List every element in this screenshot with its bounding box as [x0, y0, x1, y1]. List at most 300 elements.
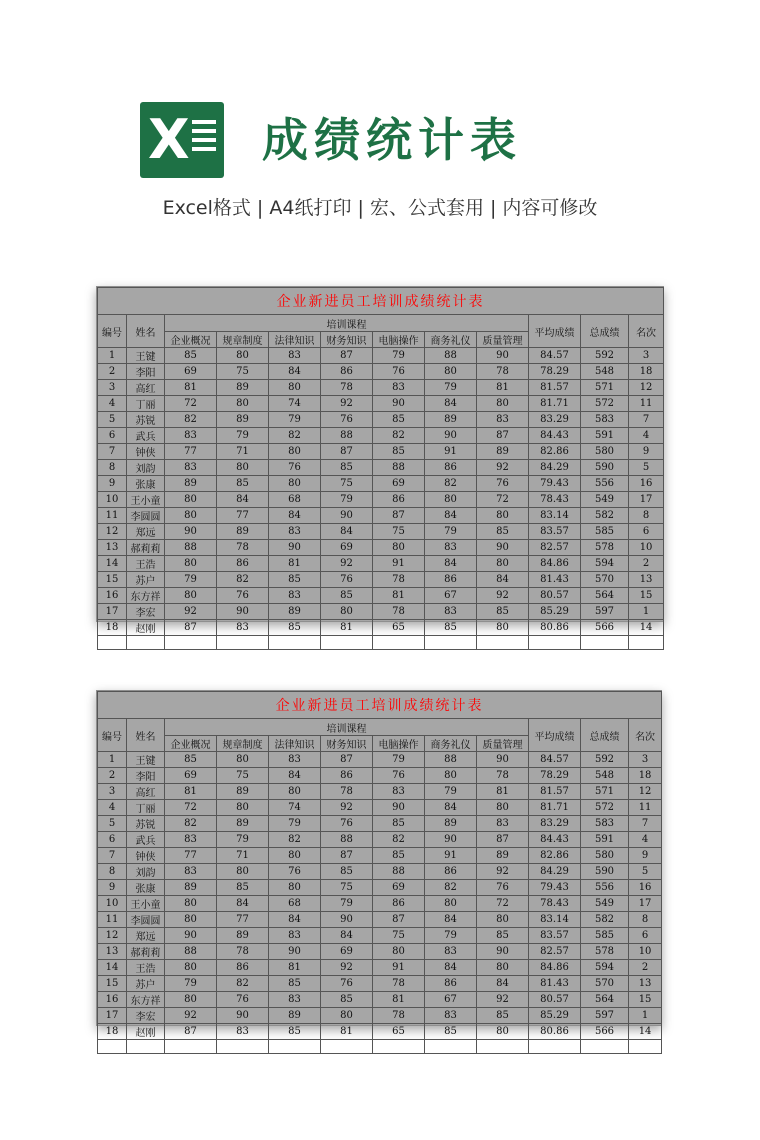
table-cell: 556	[581, 880, 629, 896]
table-cell: 12	[98, 524, 127, 540]
table-cell: 78	[373, 604, 425, 620]
table-body	[98, 752, 662, 1054]
table-row	[98, 364, 664, 380]
table-cell: 82.86	[529, 848, 581, 864]
table-cell: 75	[217, 364, 269, 380]
table-cell: 83.57	[529, 524, 581, 540]
table-cell: 苏户	[127, 976, 165, 992]
table-cell: 72	[477, 896, 529, 912]
table-cell: 李宏	[127, 604, 165, 620]
empty-cell	[373, 636, 425, 650]
table-cell: 6	[629, 928, 662, 944]
table-cell: 82.86	[529, 444, 581, 460]
table-cell: 80	[373, 540, 425, 556]
empty-cell	[477, 636, 529, 650]
table-cell: 84	[269, 768, 321, 784]
table-cell: 87	[165, 1024, 217, 1040]
table-cell: 79	[165, 976, 217, 992]
table-cell: 80	[477, 396, 529, 412]
table-row	[98, 572, 664, 588]
table-cell: 86	[217, 556, 269, 572]
table-cell: 80	[425, 492, 477, 508]
table-cell: 88	[425, 348, 477, 364]
header-rank: 名次	[629, 719, 662, 752]
table-cell: 76	[321, 976, 373, 992]
table-cell: 86	[425, 572, 477, 588]
table-cell: 7	[629, 412, 664, 428]
empty-cell	[529, 636, 581, 650]
table-row	[98, 880, 662, 896]
table-cell: 84	[321, 524, 373, 540]
table-cell: 90	[425, 428, 477, 444]
table-cell: 76	[217, 992, 269, 1008]
table-cell: 80.86	[529, 620, 581, 636]
table-cell: 4	[629, 832, 662, 848]
table-cell: 钟侠	[127, 848, 165, 864]
table-cell: 80	[269, 476, 321, 492]
table-cell: 65	[373, 620, 425, 636]
table-cell: 88	[425, 752, 477, 768]
table-cell: 2	[98, 768, 127, 784]
header-total: 总成绩	[581, 315, 629, 348]
table-cell: 585	[581, 524, 629, 540]
header-course: 质量管理	[477, 332, 529, 348]
empty-cell	[165, 636, 217, 650]
table-cell: 81.57	[529, 784, 581, 800]
table-cell: 92	[321, 800, 373, 816]
table-cell: 郑远	[127, 928, 165, 944]
table-cell: 90	[477, 348, 529, 364]
table-cell: 556	[581, 476, 629, 492]
table-cell: 赵刚	[127, 1024, 165, 1040]
table-cell: 81	[165, 784, 217, 800]
table-cell: 92	[321, 396, 373, 412]
table-cell: 592	[581, 348, 629, 364]
table-cell: 84	[477, 572, 529, 588]
table-cell: 90	[373, 396, 425, 412]
table-cell: 572	[581, 800, 629, 816]
table-row	[98, 588, 664, 604]
table-cell: 84	[217, 492, 269, 508]
table-cell: 548	[581, 364, 629, 380]
empty-cell	[321, 1040, 373, 1054]
table-row	[98, 800, 662, 816]
table-cell: 郑远	[127, 524, 165, 540]
table-row	[98, 960, 662, 976]
table-cell: 582	[581, 508, 629, 524]
table-cell: 81.57	[529, 380, 581, 396]
table-cell: 84.29	[529, 460, 581, 476]
table-cell: 86	[217, 960, 269, 976]
table-cell: 81.71	[529, 800, 581, 816]
header	[0, 0, 760, 260]
table-cell: 李阳	[127, 768, 165, 784]
table-cell: 10	[98, 492, 127, 508]
table-cell: 7	[629, 816, 662, 832]
table-cell: 80	[217, 460, 269, 476]
header-training: 培训课程	[165, 719, 529, 736]
table-cell: 549	[581, 896, 629, 912]
table-cell: 71	[217, 444, 269, 460]
table-cell: 85	[321, 588, 373, 604]
table-cell: 82	[373, 832, 425, 848]
empty-cell	[581, 1040, 629, 1054]
table-cell: 76	[321, 572, 373, 588]
table-cell: 92	[477, 864, 529, 880]
header-course: 质量管理	[477, 736, 529, 752]
table-cell: 80	[425, 768, 477, 784]
header-course: 财务知识	[321, 332, 373, 348]
table-cell: 572	[581, 396, 629, 412]
table-cell: 87	[321, 444, 373, 460]
table-cell: 585	[581, 928, 629, 944]
table-cell: 597	[581, 1008, 629, 1024]
table-cell: 80	[269, 880, 321, 896]
table-cell: 83	[477, 412, 529, 428]
table-cell: 83	[269, 588, 321, 604]
table-cell: 14	[98, 556, 127, 572]
table-cell: 548	[581, 768, 629, 784]
table-cell: 92	[165, 604, 217, 620]
table-cell: 88	[165, 540, 217, 556]
table-cell: 87	[321, 752, 373, 768]
empty-cell	[127, 636, 165, 650]
table-row	[98, 816, 662, 832]
header-no: 编号	[98, 719, 127, 752]
table-cell: 69	[165, 768, 217, 784]
table-cell: 83	[425, 1008, 477, 1024]
table-cell: 85	[373, 444, 425, 460]
table-cell: 84	[217, 896, 269, 912]
table-cell: 80	[477, 800, 529, 816]
table-cell: 594	[581, 960, 629, 976]
table-cell: 86	[425, 460, 477, 476]
table-row	[98, 412, 664, 428]
table-cell: 17	[98, 604, 127, 620]
table-cell: 80	[477, 620, 529, 636]
table-cell: 90	[425, 832, 477, 848]
table-cell: 79	[269, 412, 321, 428]
table-cell: 79	[425, 784, 477, 800]
table-cell: 88	[165, 944, 217, 960]
table-cell: 10	[629, 944, 662, 960]
table-cell: 92	[477, 460, 529, 476]
table-cell: 90	[477, 540, 529, 556]
empty-row	[98, 636, 664, 650]
table-cell: 549	[581, 492, 629, 508]
table-cell: 83	[165, 460, 217, 476]
table-cell: 87	[477, 832, 529, 848]
table-cell: 王小童	[127, 896, 165, 912]
table-cell: 14	[629, 1024, 662, 1040]
table-cell: 592	[581, 752, 629, 768]
table-cell: 11	[98, 912, 127, 928]
table-cell: 87	[373, 508, 425, 524]
table-cell: 14	[629, 620, 664, 636]
table-cell: 583	[581, 412, 629, 428]
table-cell: 80.57	[529, 992, 581, 1008]
table-cell: 84	[269, 364, 321, 380]
table-cell: 武兵	[127, 832, 165, 848]
table-cell: 王小童	[127, 492, 165, 508]
table-cell: 8	[98, 460, 127, 476]
table-cell: 80	[217, 396, 269, 412]
table-cell: 4	[98, 800, 127, 816]
table-cell: 77	[165, 848, 217, 864]
table-cell: 王键	[127, 348, 165, 364]
table-cell: 80	[217, 800, 269, 816]
table-cell: 2	[98, 364, 127, 380]
table-cell: 83.29	[529, 816, 581, 832]
table-row	[98, 380, 664, 396]
table-cell: 18	[98, 1024, 127, 1040]
table-cell: 16	[98, 588, 127, 604]
table-cell: 78	[373, 1008, 425, 1024]
table-cell: 80	[165, 960, 217, 976]
table-row	[98, 976, 662, 992]
table-row	[98, 992, 662, 1008]
table-cell: 82	[269, 832, 321, 848]
header-no: 编号	[98, 315, 127, 348]
table-cell: 武兵	[127, 428, 165, 444]
table-cell: 79	[269, 816, 321, 832]
table-cell: 12	[629, 784, 662, 800]
table-cell: 3	[98, 784, 127, 800]
table-row	[98, 348, 664, 364]
table-cell: 91	[373, 556, 425, 572]
table-cell: 81	[269, 556, 321, 572]
table-cell: 10	[98, 896, 127, 912]
table-cell: 丁丽	[127, 396, 165, 412]
table-row	[98, 1008, 662, 1024]
table-cell: 591	[581, 428, 629, 444]
table-cell: 9	[98, 880, 127, 896]
table-cell: 78	[373, 976, 425, 992]
table-cell: 2	[629, 960, 662, 976]
table-cell: 80	[269, 380, 321, 396]
header-course: 财务知识	[321, 736, 373, 752]
table-cell: 82	[425, 880, 477, 896]
table-cell: 84	[425, 508, 477, 524]
table-cell: 80	[321, 1008, 373, 1024]
empty-cell	[269, 1040, 321, 1054]
table-cell: 578	[581, 944, 629, 960]
table-cell: 84	[269, 508, 321, 524]
table-cell: 76	[477, 880, 529, 896]
header-course: 电脑操作	[373, 736, 425, 752]
table-row	[98, 460, 664, 476]
table-cell: 85	[425, 1024, 477, 1040]
empty-cell	[529, 1040, 581, 1054]
table-cell: 84.43	[529, 428, 581, 444]
table-row	[98, 928, 662, 944]
table-cell: 钟侠	[127, 444, 165, 460]
table-cell: 79	[321, 492, 373, 508]
table-cell: 87	[477, 428, 529, 444]
table-cell: 90	[217, 604, 269, 620]
table-row	[98, 912, 662, 928]
table-cell: 10	[629, 540, 664, 556]
table-cell: 571	[581, 784, 629, 800]
table-cell: 13	[98, 944, 127, 960]
empty-cell	[581, 636, 629, 650]
table-cell: 李圆圆	[127, 508, 165, 524]
table-cell: 84	[425, 556, 477, 572]
table-cell: 王浩	[127, 556, 165, 572]
table-row	[98, 540, 664, 556]
table-cell: 11	[629, 800, 662, 816]
table-cell: 1	[98, 348, 127, 364]
table-cell: 李阳	[127, 364, 165, 380]
table-cell: 80	[165, 912, 217, 928]
table-cell: 83.14	[529, 508, 581, 524]
table-cell: 7	[98, 444, 127, 460]
table-cell: 75	[321, 880, 373, 896]
table-cell: 84	[425, 960, 477, 976]
table-cell: 13	[629, 976, 662, 992]
table-cell: 86	[373, 492, 425, 508]
empty-cell	[217, 636, 269, 650]
table-cell: 78.43	[529, 896, 581, 912]
table-cell: 86	[373, 896, 425, 912]
table-cell: 89	[165, 476, 217, 492]
score-table	[97, 287, 664, 650]
table-cell: 83.29	[529, 412, 581, 428]
table-cell: 8	[629, 508, 664, 524]
table-cell: 83	[425, 540, 477, 556]
header-course: 企业概况	[165, 736, 217, 752]
empty-cell	[217, 1040, 269, 1054]
table-cell: 83	[425, 944, 477, 960]
table-row	[98, 864, 662, 880]
table-cell: 90	[165, 524, 217, 540]
table-cell: 76	[321, 412, 373, 428]
table-cell: 80	[165, 992, 217, 1008]
table-cell: 81	[321, 620, 373, 636]
table-cell: 80	[165, 588, 217, 604]
table-cell: 79	[165, 572, 217, 588]
table-cell: 68	[269, 896, 321, 912]
table-cell: 83	[373, 380, 425, 396]
table-cell: 81.71	[529, 396, 581, 412]
table-cell: 89	[425, 816, 477, 832]
table-cell: 6	[98, 832, 127, 848]
table-cell: 85	[373, 848, 425, 864]
table-cell: 4	[629, 428, 664, 444]
table-cell: 85	[373, 412, 425, 428]
table-cell: 4	[98, 396, 127, 412]
header-name: 姓名	[127, 315, 165, 348]
table-cell: 郝莉莉	[127, 540, 165, 556]
table-cell: 81.43	[529, 572, 581, 588]
table-cell: 75	[373, 928, 425, 944]
table-cell: 72	[165, 800, 217, 816]
table-row	[98, 620, 664, 636]
table-cell: 87	[321, 348, 373, 364]
table-cell: 78.29	[529, 364, 581, 380]
page-subtitle: Excel格式 | A4纸打印 | 宏、公式套用 | 内容可修改	[162, 197, 598, 219]
table-row	[98, 508, 664, 524]
table-cell: 90	[321, 912, 373, 928]
table-cell: 85	[269, 1024, 321, 1040]
table-cell: 76	[269, 864, 321, 880]
table-cell: 76	[269, 460, 321, 476]
table-cell: 583	[581, 816, 629, 832]
table-cell: 88	[321, 428, 373, 444]
table-cell: 85	[477, 928, 529, 944]
table-cell: 69	[321, 540, 373, 556]
table-row	[98, 556, 664, 572]
empty-cell	[425, 636, 477, 650]
table-cell: 80	[269, 784, 321, 800]
table-row	[98, 492, 664, 508]
table-row	[98, 768, 662, 784]
table-cell: 90	[373, 800, 425, 816]
table-cell: 89	[425, 412, 477, 428]
table-cell: 80	[165, 556, 217, 572]
table-cell: 东方祥	[127, 992, 165, 1008]
table-cell: 566	[581, 620, 629, 636]
table-cell: 79.43	[529, 476, 581, 492]
score-table	[97, 691, 662, 1054]
table-cell: 高红	[127, 784, 165, 800]
table-cell: 81	[269, 960, 321, 976]
table-cell: 80.57	[529, 588, 581, 604]
table-cell: 张康	[127, 476, 165, 492]
header-name: 姓名	[127, 719, 165, 752]
table-cell: 69	[373, 880, 425, 896]
table-cell: 80	[321, 604, 373, 620]
table-cell: 84	[425, 396, 477, 412]
empty-cell	[629, 636, 664, 650]
table-cell: 80	[477, 1024, 529, 1040]
table-cell: 80	[477, 912, 529, 928]
table-cell: 92	[321, 556, 373, 572]
table-cell: 85	[477, 1008, 529, 1024]
table-row	[98, 1024, 662, 1040]
table-cell: 83	[269, 524, 321, 540]
table-cell: 80	[217, 752, 269, 768]
table-cell: 564	[581, 992, 629, 1008]
table-cell: 92	[165, 1008, 217, 1024]
table-cell: 76	[373, 364, 425, 380]
table-cell: 83	[217, 1024, 269, 1040]
empty-cell	[98, 1040, 127, 1054]
header-course: 规章制度	[217, 332, 269, 348]
table-cell: 80	[165, 896, 217, 912]
table-cell: 85	[269, 572, 321, 588]
table-cell: 83	[165, 428, 217, 444]
table-cell: 76	[217, 588, 269, 604]
table-cell: 89	[477, 444, 529, 460]
table-cell: 81	[321, 1024, 373, 1040]
table-cell: 80	[269, 848, 321, 864]
table-cell: 571	[581, 380, 629, 396]
empty-cell	[269, 636, 321, 650]
table-cell: 78	[217, 540, 269, 556]
table-cell: 苏锐	[127, 412, 165, 428]
table-cell: 82.57	[529, 944, 581, 960]
table-cell: 75	[321, 476, 373, 492]
table-row	[98, 428, 664, 444]
table-cell: 86	[321, 364, 373, 380]
table-row	[98, 752, 662, 768]
table-cell: 84.86	[529, 556, 581, 572]
table-cell: 84	[425, 800, 477, 816]
table-cell: 82	[269, 428, 321, 444]
table-cell: 14	[98, 960, 127, 976]
table-cell: 84.29	[529, 864, 581, 880]
